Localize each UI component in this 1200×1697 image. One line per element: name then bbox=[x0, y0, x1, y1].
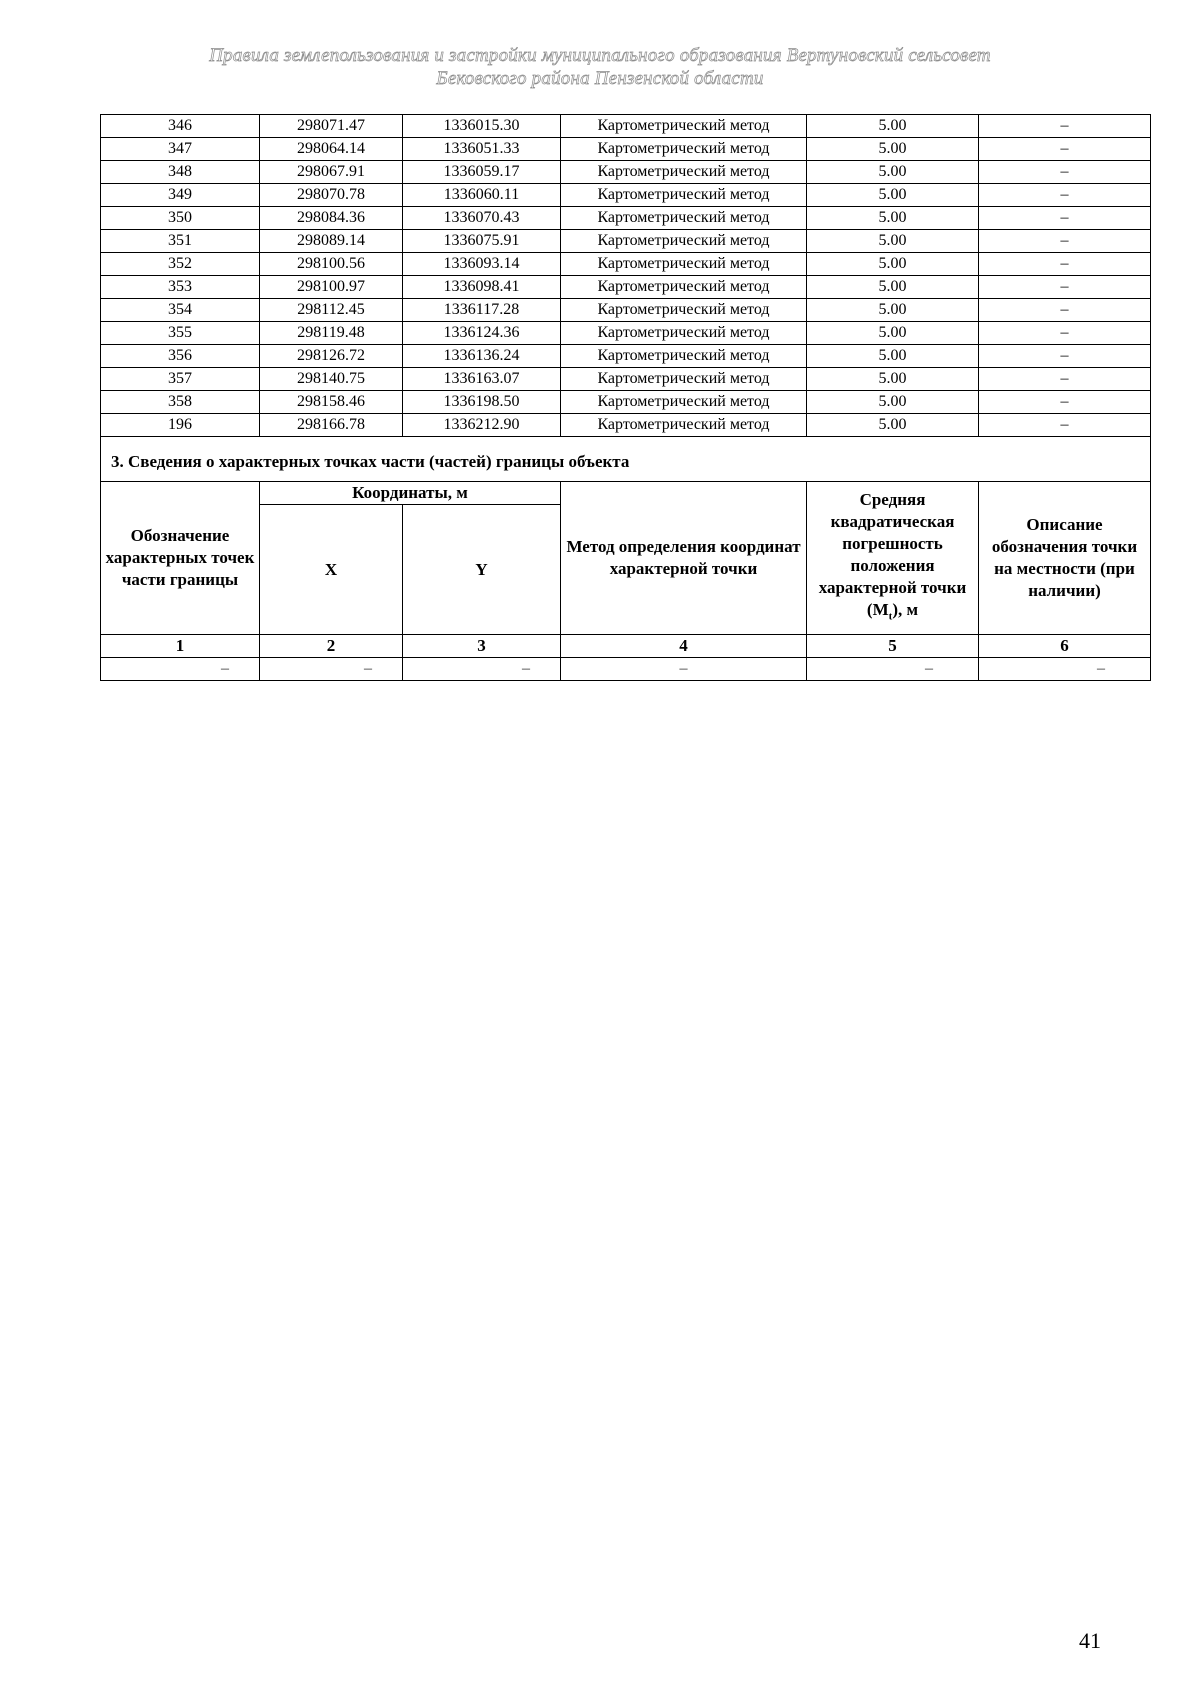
x-coordinate-cell: 298071.47 bbox=[260, 115, 403, 138]
table-row bbox=[101, 138, 1151, 161]
error-cell: 5.00 bbox=[807, 184, 979, 207]
x-coordinate-cell: 298100.56 bbox=[260, 253, 403, 276]
x-coordinate-cell: 298158.46 bbox=[260, 391, 403, 414]
error-cell: 5.00 bbox=[807, 391, 979, 414]
table-row bbox=[101, 414, 1151, 437]
point-number-cell: 352 bbox=[101, 253, 260, 276]
method-cell: Картометрический метод bbox=[561, 276, 807, 299]
point-number-cell: 353 bbox=[101, 276, 260, 299]
description-cell: – bbox=[979, 276, 1151, 299]
y-coordinate-cell: 1336124.36 bbox=[403, 322, 561, 345]
col-header-error bbox=[807, 482, 979, 635]
coordinates-table-body bbox=[101, 115, 1151, 437]
y-coordinate-cell: 1336075.91 bbox=[403, 230, 561, 253]
x-coordinate-cell: 298070.78 bbox=[260, 184, 403, 207]
x-coordinate-cell: 298067.91 bbox=[260, 161, 403, 184]
method-cell: Картометрический метод bbox=[561, 345, 807, 368]
col-header-error-text: Средняя квадратическая погрешность положения характерной точки (M bbox=[818, 489, 967, 619]
y-coordinate-cell: 1336212.90 bbox=[403, 414, 561, 437]
column-number: 4 bbox=[561, 635, 807, 658]
description-cell: – bbox=[979, 138, 1151, 161]
col-header-y: Y bbox=[403, 505, 561, 635]
y-coordinate-cell: 1336098.41 bbox=[403, 276, 561, 299]
description-cell: – bbox=[979, 184, 1151, 207]
x-coordinate-cell: 298100.97 bbox=[260, 276, 403, 299]
y-coordinate-cell: 1336015.30 bbox=[403, 115, 561, 138]
point-number-cell: 356 bbox=[101, 345, 260, 368]
table-row bbox=[101, 368, 1151, 391]
point-number-cell: 358 bbox=[101, 391, 260, 414]
empty-data-row bbox=[101, 658, 1151, 681]
column-number: 5 bbox=[807, 635, 979, 658]
method-cell: Картометрический метод bbox=[561, 161, 807, 184]
col-header-coordinates: Координаты, м bbox=[260, 482, 561, 505]
error-cell: 5.00 bbox=[807, 414, 979, 437]
y-coordinate-cell: 1336070.43 bbox=[403, 207, 561, 230]
error-cell: 5.00 bbox=[807, 299, 979, 322]
column-number: 2 bbox=[260, 635, 403, 658]
description-cell: – bbox=[979, 391, 1151, 414]
y-coordinate-cell: 1336059.17 bbox=[403, 161, 561, 184]
method-cell: Картометрический метод bbox=[561, 368, 807, 391]
page-number: 41 bbox=[1079, 1628, 1101, 1653]
y-coordinate-cell: 1336117.28 bbox=[403, 299, 561, 322]
method-cell: Картометрический метод bbox=[561, 253, 807, 276]
empty-cell: – bbox=[561, 658, 807, 681]
y-coordinate-cell: 1336093.14 bbox=[403, 253, 561, 276]
point-number-cell: 346 bbox=[101, 115, 260, 138]
method-cell: Картометрический метод bbox=[561, 207, 807, 230]
table-row bbox=[101, 230, 1151, 253]
x-coordinate-cell: 298064.14 bbox=[260, 138, 403, 161]
error-cell: 5.00 bbox=[807, 207, 979, 230]
point-number-cell: 348 bbox=[101, 161, 260, 184]
table-row bbox=[101, 115, 1151, 138]
method-cell: Картометрический метод bbox=[561, 391, 807, 414]
description-cell: – bbox=[979, 322, 1151, 345]
y-coordinate-cell: 1336198.50 bbox=[403, 391, 561, 414]
description-cell: – bbox=[979, 345, 1151, 368]
point-number-cell: 354 bbox=[101, 299, 260, 322]
x-coordinate-cell: 298089.14 bbox=[260, 230, 403, 253]
table-row bbox=[101, 391, 1151, 414]
col-header-description: Описание обозначения точки на местности (при наличии) bbox=[979, 482, 1151, 635]
column-number: 3 bbox=[403, 635, 561, 658]
x-coordinate-cell: 298119.48 bbox=[260, 322, 403, 345]
y-coordinate-cell: 1336163.07 bbox=[403, 368, 561, 391]
table-row bbox=[101, 161, 1151, 184]
table-row bbox=[101, 299, 1151, 322]
table-row bbox=[101, 322, 1151, 345]
method-cell: Картометрический метод bbox=[561, 115, 807, 138]
point-number-cell: 349 bbox=[101, 184, 260, 207]
col-header-designation: Обозначение характерных точек части границы bbox=[101, 482, 260, 635]
section3-title: 3. Сведения о характерных точках части (частей) границы объекта bbox=[101, 437, 1151, 482]
error-cell: 5.00 bbox=[807, 345, 979, 368]
col-header-error-unit: ), м bbox=[892, 599, 919, 619]
description-cell: – bbox=[979, 207, 1151, 230]
error-cell: 5.00 bbox=[807, 138, 979, 161]
table-row bbox=[101, 276, 1151, 299]
y-coordinate-cell: 1336136.24 bbox=[403, 345, 561, 368]
description-cell: – bbox=[979, 368, 1151, 391]
y-coordinate-cell: 1336051.33 bbox=[403, 138, 561, 161]
error-cell: 5.00 bbox=[807, 322, 979, 345]
column-number: 1 bbox=[101, 635, 260, 658]
page-header bbox=[0, 44, 1200, 90]
point-number-cell: 350 bbox=[101, 207, 260, 230]
x-coordinate-cell: 298140.75 bbox=[260, 368, 403, 391]
method-cell: Картометрический метод bbox=[561, 184, 807, 207]
point-number-cell: 355 bbox=[101, 322, 260, 345]
table-row bbox=[101, 253, 1151, 276]
empty-cell: – bbox=[403, 658, 561, 681]
point-number-cell: 357 bbox=[101, 368, 260, 391]
description-cell: – bbox=[979, 414, 1151, 437]
description-cell: – bbox=[979, 230, 1151, 253]
point-number-cell: 347 bbox=[101, 138, 260, 161]
col-header-x: X bbox=[260, 505, 403, 635]
error-cell: 5.00 bbox=[807, 115, 979, 138]
method-cell: Картометрический метод bbox=[561, 138, 807, 161]
coordinates-table bbox=[100, 114, 1151, 681]
header-line-1: Правила землепользования и застройки муниципального образования Вертуновский сельсовет bbox=[209, 45, 991, 66]
method-cell: Картометрический метод bbox=[561, 414, 807, 437]
col-header-error-subscript: t bbox=[888, 610, 893, 623]
method-cell: Картометрический метод bbox=[561, 322, 807, 345]
point-number-cell: 196 bbox=[101, 414, 260, 437]
y-coordinate-cell: 1336060.11 bbox=[403, 184, 561, 207]
error-cell: 5.00 bbox=[807, 253, 979, 276]
description-cell: – bbox=[979, 161, 1151, 184]
column-number-row bbox=[101, 635, 1151, 658]
table-row bbox=[101, 345, 1151, 368]
error-cell: 5.00 bbox=[807, 276, 979, 299]
empty-cell: – bbox=[807, 658, 979, 681]
table-row bbox=[101, 184, 1151, 207]
section3-block bbox=[101, 437, 1151, 681]
description-cell: – bbox=[979, 253, 1151, 276]
x-coordinate-cell: 298112.45 bbox=[260, 299, 403, 322]
table-row bbox=[101, 207, 1151, 230]
error-cell: 5.00 bbox=[807, 368, 979, 391]
error-cell: 5.00 bbox=[807, 230, 979, 253]
method-cell: Картометрический метод bbox=[561, 299, 807, 322]
error-cell: 5.00 bbox=[807, 161, 979, 184]
method-cell: Картометрический метод bbox=[561, 230, 807, 253]
x-coordinate-cell: 298166.78 bbox=[260, 414, 403, 437]
header-line-2: Бековского района Пензенской области bbox=[436, 68, 764, 89]
description-cell: – bbox=[979, 115, 1151, 138]
column-number: 6 bbox=[979, 635, 1151, 658]
x-coordinate-cell: 298084.36 bbox=[260, 207, 403, 230]
empty-cell: – bbox=[101, 658, 260, 681]
description-cell: – bbox=[979, 299, 1151, 322]
x-coordinate-cell: 298126.72 bbox=[260, 345, 403, 368]
empty-cell: – bbox=[260, 658, 403, 681]
empty-cell: – bbox=[979, 658, 1151, 681]
col-header-method: Метод определения координат характерной точки bbox=[561, 482, 807, 635]
point-number-cell: 351 bbox=[101, 230, 260, 253]
